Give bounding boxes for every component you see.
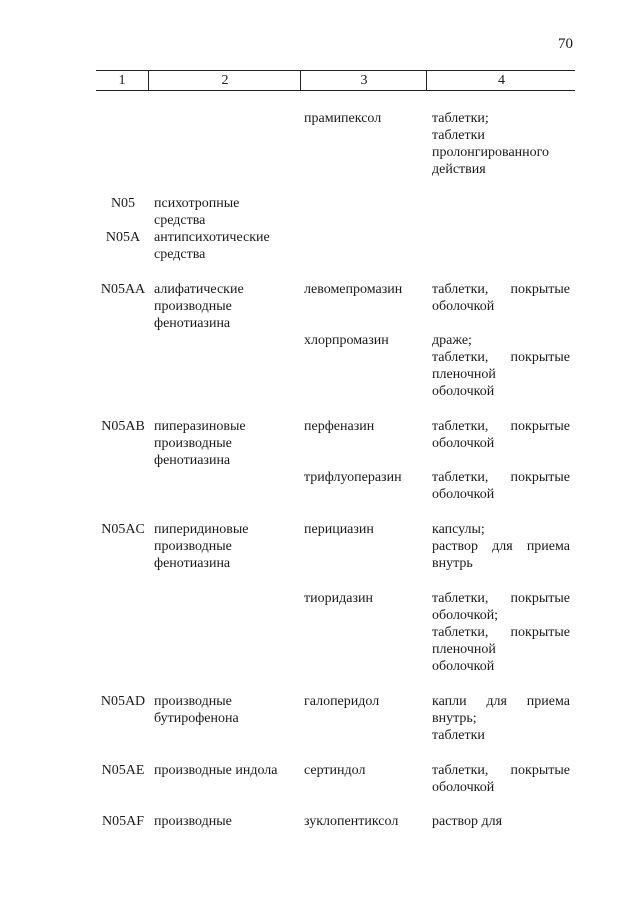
dosage-form-line: таблетки, покрытые xyxy=(432,470,570,485)
anatomical-group-cell xyxy=(154,195,294,229)
atc-code-line: N05AB xyxy=(101,419,145,434)
dosage-form-cell xyxy=(432,693,570,744)
drug-name-cell xyxy=(304,762,426,779)
anatomical-group-line: производные xyxy=(154,814,232,829)
anatomical-group-line: антипсихотические xyxy=(154,230,270,245)
header-col-1: 1 xyxy=(118,73,126,88)
dosage-form-line: капсулы; xyxy=(432,522,485,537)
dosage-form-line: раствор для xyxy=(432,814,503,829)
dosage-form-line: оболочкой xyxy=(432,299,495,314)
drug-name-line: хлорпромазин xyxy=(304,333,389,348)
drug-name-line: сертиндол xyxy=(304,763,366,778)
dosage-form-line: таблетки xyxy=(432,128,485,143)
anatomical-group-cell xyxy=(154,521,294,572)
anatomical-group-line: алифатические xyxy=(154,282,244,297)
anatomical-group-line: производные индола xyxy=(154,763,278,778)
anatomical-group-line: производные xyxy=(154,299,232,314)
anatomical-group-line: пиперазиновые xyxy=(154,419,246,434)
header-col-3: 3 xyxy=(300,71,427,90)
anatomical-group-line: производные xyxy=(154,539,232,554)
dosage-form-line: оболочкой xyxy=(432,487,495,502)
atc-code-cell xyxy=(96,418,150,435)
drug-name-cell xyxy=(304,590,426,607)
drug-name-line: перфеназин xyxy=(304,419,375,434)
dosage-form-line: таблетки, покрытые xyxy=(432,350,570,365)
atc-code-line: N05A xyxy=(105,230,141,245)
atc-code-cell xyxy=(96,521,150,538)
dosage-form-line: действия xyxy=(432,162,486,177)
dosage-form-line: внутрь xyxy=(432,556,473,571)
page-number: 70 xyxy=(558,36,573,52)
drug-name-cell xyxy=(304,281,426,298)
dosage-form-cell xyxy=(432,332,570,400)
drug-name-line: прамипексол xyxy=(304,111,382,126)
atc-code-line: N05AC xyxy=(101,522,145,537)
dosage-form-line: пролонгированного xyxy=(432,145,550,160)
dosage-form-line: пленочной xyxy=(432,367,496,382)
drug-name-cell xyxy=(304,332,426,349)
atc-code-cell xyxy=(96,693,150,710)
drug-name-cell xyxy=(304,521,426,538)
atc-code-line: N05AA xyxy=(100,282,146,297)
drug-name-cell xyxy=(304,110,426,127)
dosage-form-line: таблетки, покрытые xyxy=(432,419,570,434)
anatomical-group-line: производные xyxy=(154,694,232,709)
dosage-form-line: капли для приема xyxy=(432,694,570,709)
atc-code-line: N05AF xyxy=(101,814,144,829)
dosage-form-cell xyxy=(432,469,570,503)
atc-code-line: N05AD xyxy=(100,694,146,709)
anatomical-group-line: фенотиазина xyxy=(154,316,231,331)
dosage-form-cell xyxy=(432,418,570,452)
atc-code-line: N05AE xyxy=(101,763,145,778)
atc-code-cell xyxy=(96,229,150,246)
drug-name-cell xyxy=(304,813,426,830)
anatomical-group-cell xyxy=(154,281,294,332)
drug-name-cell xyxy=(304,469,426,486)
dosage-form-line: таблетки, покрытые xyxy=(432,591,570,606)
drug-name-line: трифлуоперазин xyxy=(304,470,402,485)
anatomical-group-line: средства xyxy=(154,213,206,228)
dosage-form-cell xyxy=(432,590,570,675)
dosage-form-cell xyxy=(432,762,570,796)
dosage-form-cell xyxy=(432,281,570,315)
dosage-form-line: пленочной xyxy=(432,642,496,657)
dosage-form-line: таблетки, покрытые xyxy=(432,763,570,778)
header-col-2: 2 xyxy=(148,71,301,90)
drug-name-line: зуклопентиксол xyxy=(304,814,399,829)
atc-code-cell xyxy=(96,281,150,298)
dosage-form-line: таблетки, покрытые xyxy=(432,282,570,297)
dosage-form-line: оболочкой xyxy=(432,659,495,674)
anatomical-group-line: средства xyxy=(154,247,206,262)
drug-name-cell xyxy=(304,418,426,435)
anatomical-group-line: пиперидиновые xyxy=(154,522,249,537)
drug-name-line: галоперидол xyxy=(304,694,380,709)
header-col-4: 4 xyxy=(426,71,576,90)
dosage-form-line: драже; xyxy=(432,333,472,348)
atc-code-cell xyxy=(96,762,150,779)
atc-code-cell xyxy=(96,813,150,830)
atc-code-line: N05 xyxy=(110,196,136,211)
dosage-form-line: таблетки; xyxy=(432,111,489,126)
drug-name-line: левомепромазин xyxy=(304,282,403,297)
anatomical-group-cell xyxy=(154,762,294,779)
atc-code-cell xyxy=(96,195,150,212)
dosage-form-line: оболочкой xyxy=(432,780,495,795)
anatomical-group-line: бутирофенона xyxy=(154,711,239,726)
anatomical-group-cell xyxy=(154,693,294,727)
dosage-form-line: таблетки, покрытые xyxy=(432,625,570,640)
dosage-form-line: таблетки xyxy=(432,728,485,743)
dosage-form-line: раствор для приема xyxy=(432,539,570,554)
anatomical-group-cell xyxy=(154,813,294,830)
dosage-form-line: оболочкой; xyxy=(432,608,499,623)
dosage-form-cell xyxy=(432,521,570,572)
drug-name-line: тиоридазин xyxy=(304,591,373,606)
dosage-form-cell xyxy=(432,813,570,830)
anatomical-group-line: фенотиазина xyxy=(154,556,231,571)
table-header xyxy=(96,70,575,91)
anatomical-group-line: фенотиазина xyxy=(154,453,231,468)
dosage-form-line: внутрь; xyxy=(432,711,477,726)
anatomical-group-cell xyxy=(154,418,294,469)
drug-name-cell xyxy=(304,693,426,710)
drug-name-line: перициазин xyxy=(304,522,374,537)
dosage-form-line: оболочкой xyxy=(432,436,495,451)
anatomical-group-line: психотропные xyxy=(154,196,240,211)
anatomical-group-cell xyxy=(154,229,294,263)
dosage-form-cell xyxy=(432,110,570,178)
dosage-form-line: оболочкой xyxy=(432,384,495,399)
anatomical-group-line: производные xyxy=(154,436,232,451)
